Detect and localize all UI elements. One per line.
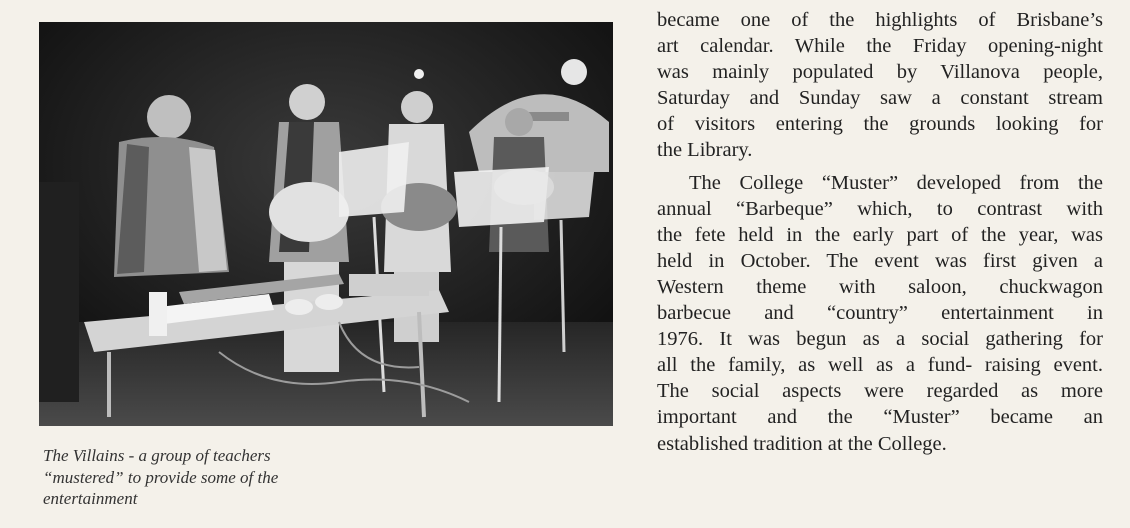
paragraph-library — [657, 0, 1103, 164]
caption-line: entertainment — [43, 489, 138, 508]
text-line: barbecue and “country” entertainment in — [657, 302, 1103, 325]
text-line: held in October. The event was first given a — [657, 249, 1103, 272]
text-line: art calendar. While the Friday opening-night — [657, 35, 1103, 58]
text-line: established tradition at the College. — [657, 432, 947, 455]
text-line: was mainly populated by Villanova people, — [657, 61, 1103, 84]
text-line: Saturday and Sunday saw a constant stream — [657, 87, 1103, 110]
text-line: of visitors entering the grounds looking for — [657, 113, 1103, 136]
text-line: 1976. It was begun as a social gathering for — [657, 328, 1103, 351]
text-line: important and the “Muster” became an — [657, 406, 1103, 429]
paragraph-muster — [657, 170, 1103, 457]
text-line: The College “Muster” developed from the — [689, 171, 1103, 194]
article-body — [657, 0, 1103, 457]
text-line: annual “Barbeque” which, to contrast with — [657, 197, 1103, 220]
text-line: the Library. — [657, 139, 753, 162]
text-line: the fete held in the early part of the year, was — [657, 223, 1103, 246]
caption-line: “mustered” to provide some of the — [43, 467, 279, 487]
band-photo — [39, 22, 613, 426]
caption-line: The Villains - a group of teachers — [43, 446, 271, 465]
band-photo-illustration — [39, 22, 613, 426]
text-line: all the family, as well as a fund- raising event. — [657, 354, 1103, 377]
photo-caption — [43, 445, 363, 510]
text-line: Western theme with saloon, chuckwagon — [657, 275, 1103, 298]
text-line: The social aspects were regarded as more — [657, 380, 1103, 403]
text-line: became one of the highlights of Brisbane’s — [657, 9, 1103, 31]
